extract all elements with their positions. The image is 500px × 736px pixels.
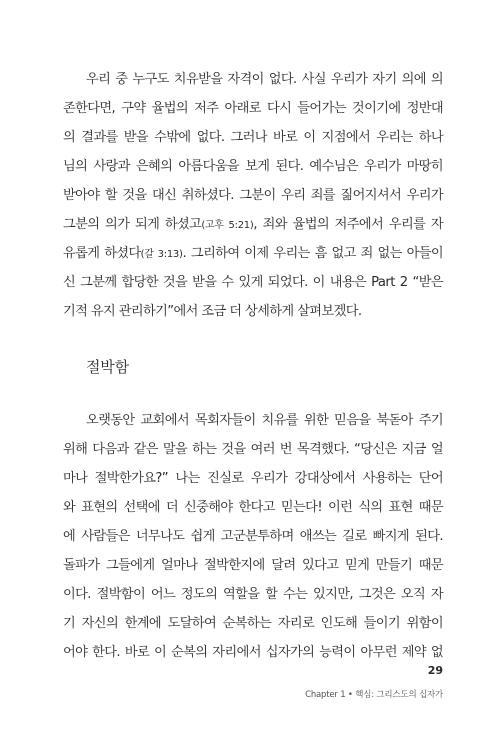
text-fragment: . 그리하여 이제 우리는 흠 없고 죄 없는 아들이 <box>182 246 443 261</box>
text-line: 돌파가 그들에게 얼마나 절박한지에 달려 있다고 믿게 만들기 때문 <box>63 558 443 573</box>
text-line <box>63 215 443 236</box>
text-line: 신 그분께 합당한 것을 받을 수 있게 되었다. 이 내용은 Part 2 “받은 <box>63 275 443 290</box>
text-line: 의 결과를 받을 수밖에 없다. 그러나 바로 이 지점에서 우리는 하나 <box>63 130 443 145</box>
text-fragment: , 죄와 율법의 저주에서 우리를 자 <box>253 217 444 232</box>
text-line: 오랫동안 교회에서 목회자들이 치유를 위한 믿음을 북돋아 주기 <box>86 413 443 428</box>
text-line: 우리 중 누구도 치유받을 자격이 없다. 사실 우리가 자기 의에 의 <box>86 72 443 87</box>
page-number: 29 <box>427 664 443 677</box>
bible-reference: (고후 5:21) <box>201 220 254 231</box>
text-line: 에 사람들은 너무나도 쉽게 고군분투하며 애쓰는 길로 빠지게 된다. <box>63 529 443 544</box>
text-line: 와 표현의 선택에 더 신중해야 한다고 믿는다! 이런 식의 표현 때문 <box>63 500 443 515</box>
text-line: 이다. 절박함이 어느 정도의 역할을 할 수는 있지만, 그것은 오직 자 <box>63 587 443 602</box>
text-line: 존한다면, 구약 율법의 저주 아래로 다시 들어가는 것이기에 정반대 <box>63 101 443 116</box>
text-fragment: 유롭게 하셨다 <box>63 246 141 261</box>
text-line: 님의 사랑과 은혜의 아름다움을 보게 된다. 예수님은 우리가 마땅히 <box>63 159 443 174</box>
text-line <box>63 244 443 265</box>
text-line: 마나 절박한가요?” 나는 진실로 우리가 강대상에서 사용하는 단어 <box>63 471 443 486</box>
text-line: 받아야 할 것을 대신 취하셨다. 그분이 우리 죄를 짊어지셔서 우리가 <box>63 188 443 203</box>
text-line: 기 자신의 한계에 도달하여 순복하는 자리로 인도해 들이기 위함이 <box>63 616 443 631</box>
section-heading: 절박함 <box>86 358 129 376</box>
text-line: 어야 한다. 바로 이 순복의 자리에서 십자가의 능력이 아무런 제약 없 <box>63 645 443 660</box>
text-line: 위해 다음과 같은 말을 하는 것을 여러 번 목격했다. “당신은 지금 얼 <box>63 442 443 457</box>
bible-reference: (갈 3:13) <box>140 249 183 260</box>
text-line: 기적 유지 관리하기”에서 조금 더 상세하게 살펴보겠다. <box>63 304 362 319</box>
text-fragment: 그분의 의가 되게 하셨고 <box>63 217 202 232</box>
running-footer: Chapter 1 • 핵심: 그리스도의 십자가 <box>305 690 443 700</box>
